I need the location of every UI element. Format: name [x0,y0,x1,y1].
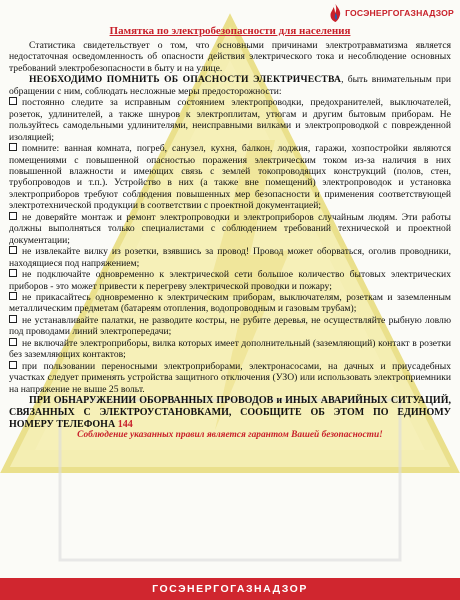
checkbox-bullet-icon [9,143,17,151]
checkbox-bullet-icon [9,97,17,105]
checkbox-bullet-icon [9,246,17,254]
checkbox-bullet-icon [9,315,17,323]
danger-heading: НЕОБХОДИМО ПОМНИТЬ ОБ ОПАСНОСТИ ЭЛЕКТРИЧЕСТВА [29,74,342,86]
memo-title: Памятка по электробезопасности для населения [109,25,351,37]
footer-banner [0,578,460,600]
intro-paragraph: Статистика свидетельствует о том, что основными причинами электротравматизма является недостаточная осведомленность об опасности действия электрического тока и несоблюдение основных требований электробезопасности в быту и на улице. [9,40,451,74]
list-item: не прикасайтесь одновременно к электрическим приборам, выключателям, розеткам и заземленным металлическим предметам (батареям отопления, водопроводным и газовым трубам); [9,291,451,315]
list-item: помните: ванная комната, погреб, санузел, кухня, балкон, лоджия, гаражи, хозпостройки являются помещениями с повышенной опасностью поражения электрическим током из-за наличия в них повышенной влажности и имеющих связь с землей токопроводящих конструкций (полов, стен, трубопроводов и т.п.). Устройство в них (а также вне помещений) электропроводок и установка электроприборов требуют соблюдения повышенных мер безопасности и применения соответствующей электротехнической продукции в соответствии с проектной документацией; [9,143,451,212]
checkbox-bullet-icon [9,361,17,369]
footer-text: ГОСЭНЕРГОГАЗНАДЗОР [152,583,308,595]
checkbox-bullet-icon [9,338,17,346]
brand-logo [329,4,454,22]
emergency-text: ПРИ ОБНАРУЖЕНИИ ОБОРВАННЫХ ПРОВОДОВ и ИНЫХ АВАРИЙНЫХ СИТУАЦИЙ, СВЯЗАННЫХ С ЭЛЕКТРОУСТАНОВКАМИ, СООБЩИТЕ ОБ ЭТОМ ПО ЕДИНОМУ НОМЕРУ ТЕЛЕФОНА [9,395,451,430]
danger-paragraph [9,74,451,97]
checkbox-bullet-icon [9,269,17,277]
emergency-number: 144 [117,418,133,430]
list-item: не включайте электроприборы, вилка которых имеет дополнительный (заземляющий) контакт в розетки без заземляющих контактов; [9,337,451,361]
list-item: не устанавливайте палатки, не разводите костры, не рубите деревья, не осуществляйте рыбную ловлю под проводами линий электропередачи; [9,314,451,338]
danger-rest: , быть внимательным при обращении с ним, соблюдать несложные меры предосторожности: [9,74,451,97]
flame-logo-icon [329,4,342,22]
list-item: при пользовании переносными электроприборами, электронасосами, на дачных и приусадебных участках следует применять устройства защитного отключения (УЗО) или использовать электроприемники на напряжение не выше 25 вольт. [9,360,451,395]
logo-text: ГОСЭНЕРГОГАЗНАДЗОР [345,8,454,18]
checkbox-bullet-icon [9,212,17,220]
precautions-list [9,97,451,395]
memo-body [9,40,451,442]
list-item: не доверяйте монтаж и ремонт электропроводки и электроприборов случайным людям. Эти работы должны выполняться только специалистами с соблюдением требований технической и проектной документации; [9,211,451,246]
list-item: постоянно следите за исправным состоянием электропроводки, предохранителей, выключателей, розеток, удлинителей, а также шнуров к электроплитам, утюгам и другим бытовым приборам. Не пользуйтесь самодельными удлинителями, неисправными вилками и электропроводкой с поврежденной изоляцией; [9,97,451,143]
list-item: не извлекайте вилку из розетки, взявшись за провод! Провод может оборваться, оголив проводники, находящиеся под напряжением; [9,246,451,269]
list-item: не подключайте одновременно к электрической сети большое количество бытовых электрических приборов - это может привести к перегреву электрической проводки и пожару; [9,269,451,292]
emergency-paragraph [9,395,451,430]
safety-slogan: Соблюдение указанных правил является гарантом Вашей безопасности! [77,430,383,441]
checkbox-bullet-icon [9,292,17,300]
